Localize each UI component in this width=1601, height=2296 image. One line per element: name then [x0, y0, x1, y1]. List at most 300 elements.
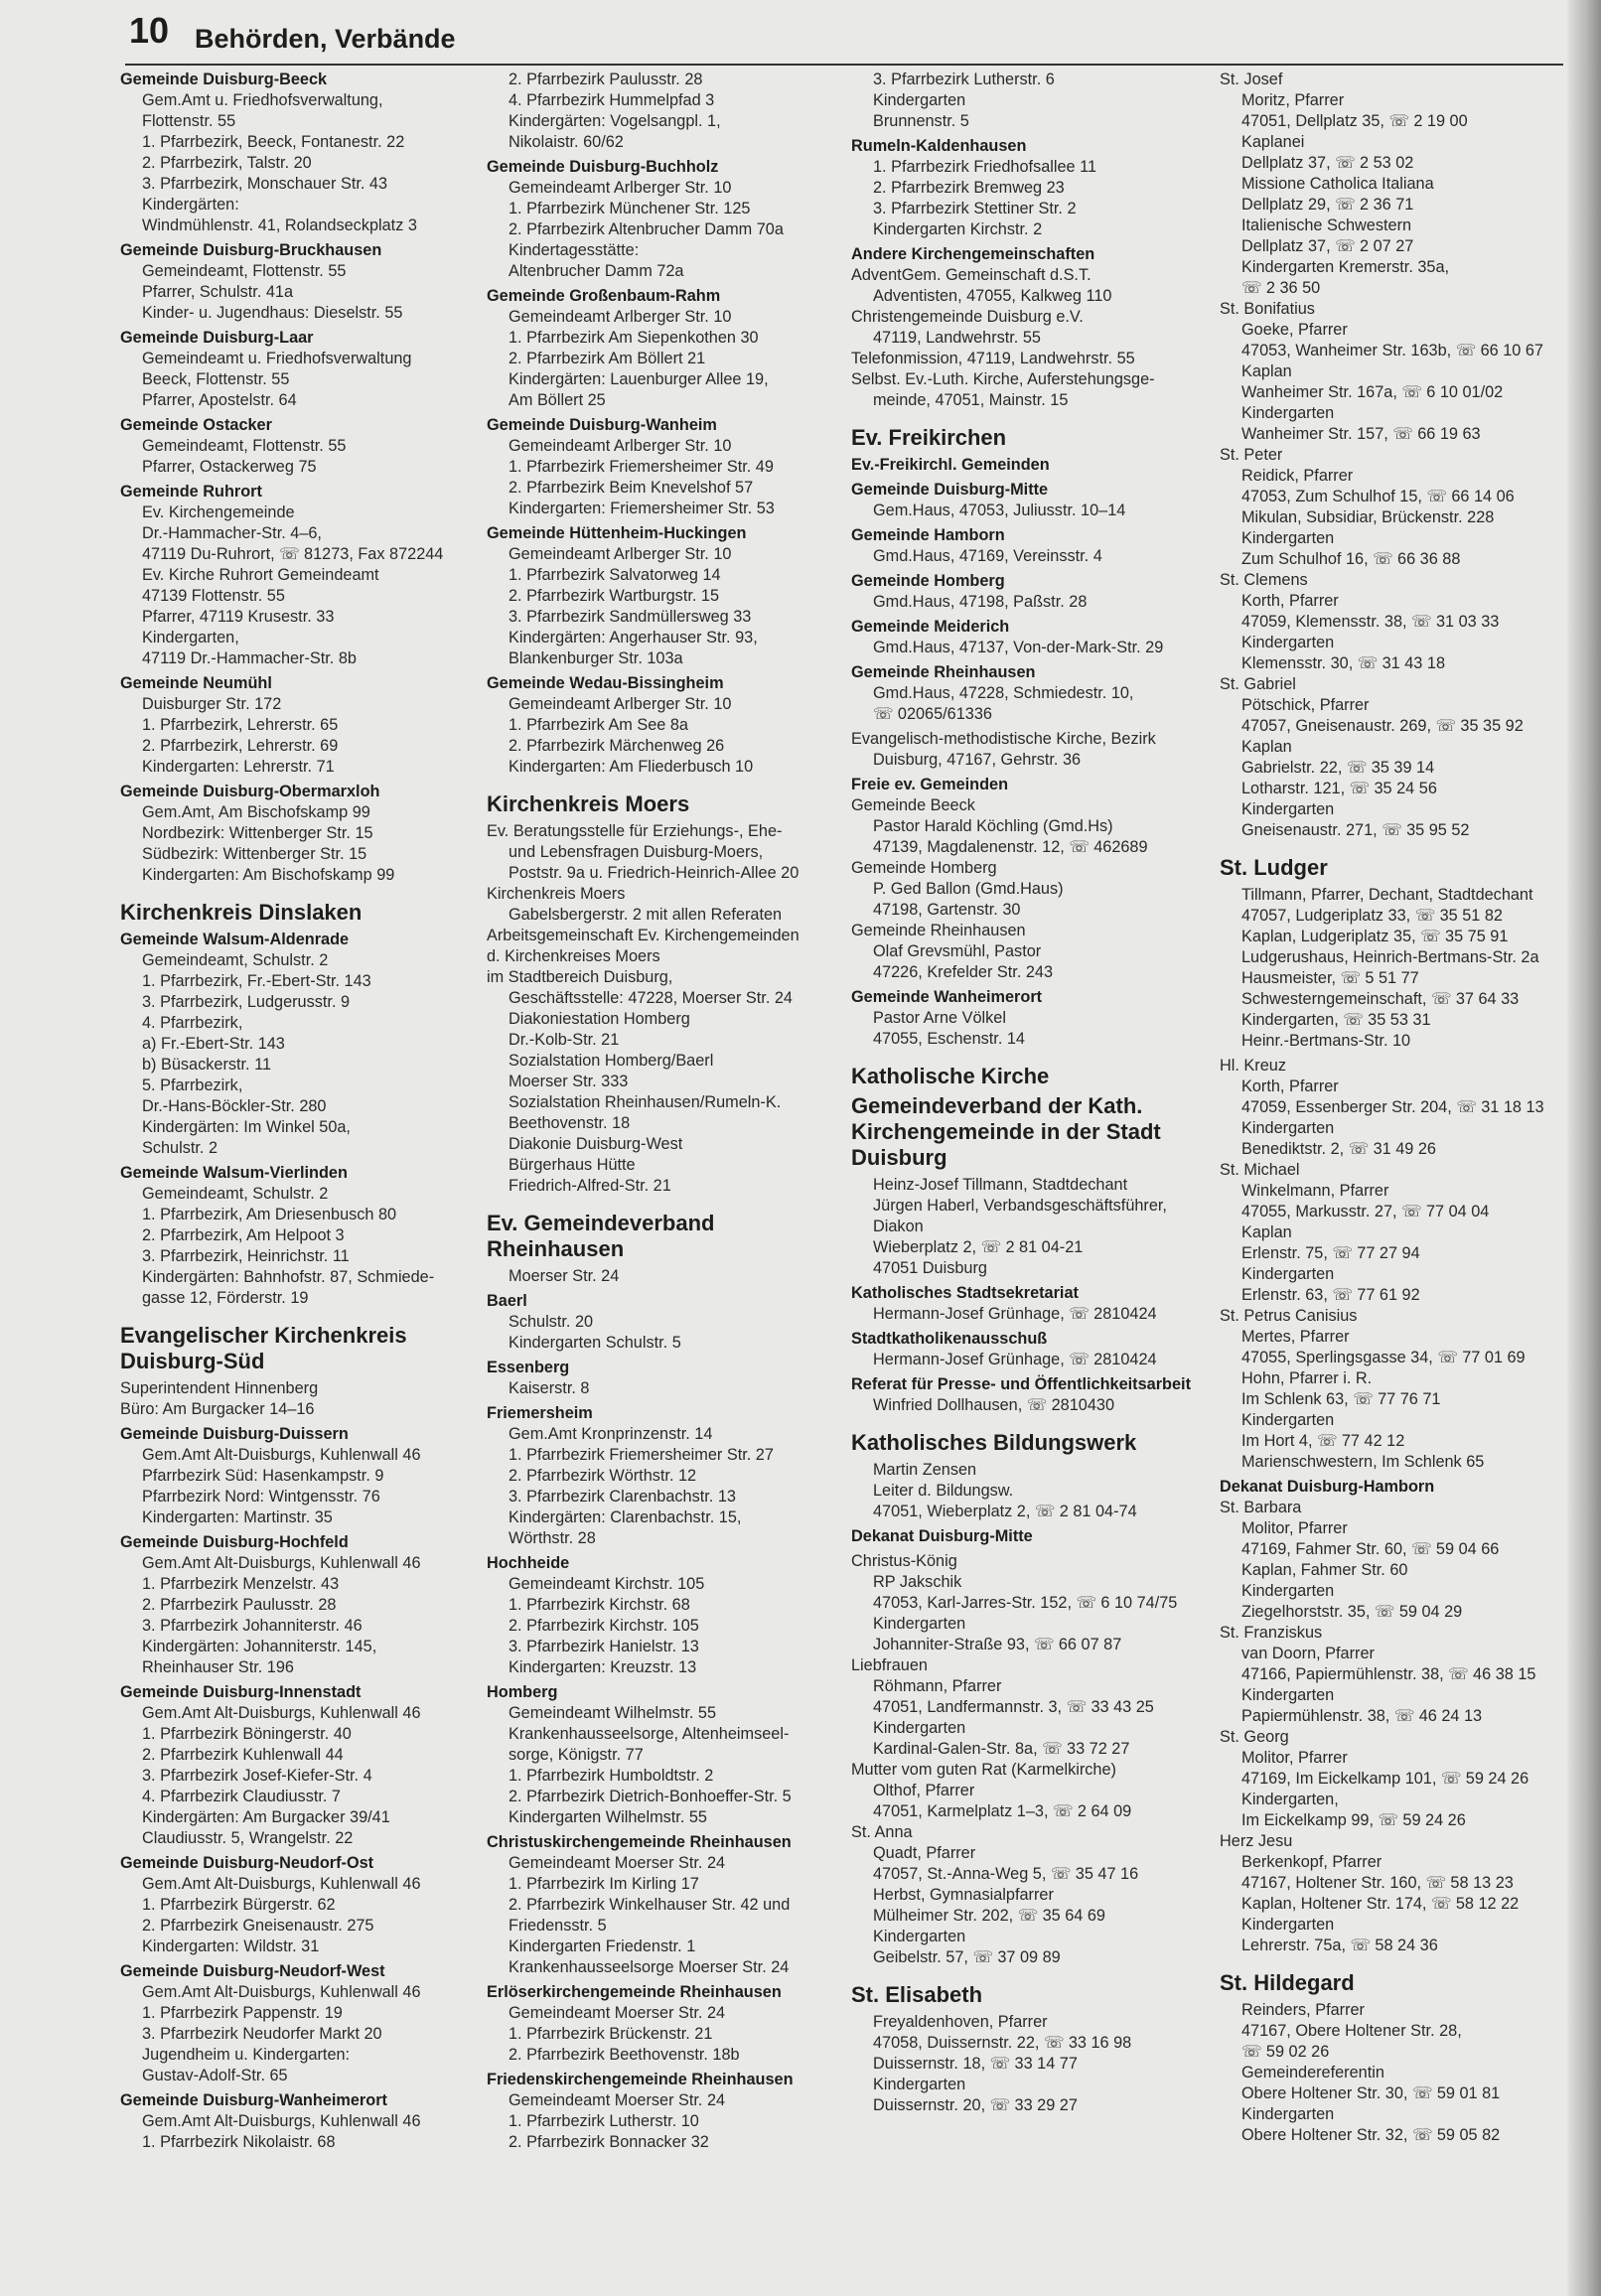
- entry-line: Nordbezirk: Wittenberger Str. 15: [142, 824, 373, 842]
- entry-line: Kindergarten Kremerstr. 35a,: [1241, 258, 1450, 276]
- entry-line: Kindergarten, ☏ 35 53 31: [1241, 1011, 1431, 1029]
- entry-line: 47198, Gartenstr. 30: [873, 901, 1021, 919]
- directory-entry: [120, 1532, 473, 1678]
- entry-line: 47051, Karmelplatz 1–3, ☏ 2 64 09: [873, 1802, 1132, 1820]
- entry-line: Gemeindeamt Arlberger Str. 10: [509, 308, 732, 326]
- directory-entry: [120, 1424, 473, 1528]
- entry-line: Gem.Amt u. Friedhofsverwaltung,: [142, 91, 383, 109]
- entry-heading: Rumeln-Kaldenhausen: [851, 137, 1027, 155]
- entry-heading: Essenberg: [487, 1359, 570, 1376]
- entry-line: 1. Pfarrbezirk Nikolaistr. 68: [142, 2133, 336, 2151]
- entry-line: Büro: Am Burgacker 14–16: [120, 1400, 315, 1418]
- directory-entry: [1220, 70, 1572, 841]
- entry-heading: Dekanat Duisburg-Hamborn: [1220, 1478, 1435, 1496]
- entry-line: P. Ged Ballon (Gmd.Haus): [873, 880, 1064, 898]
- entry-line: Lotharstr. 121, ☏ 35 24 56: [1241, 780, 1437, 797]
- entry-line: 2. Pfarrbezirk Paulusstr. 28: [509, 71, 703, 88]
- section-heading: Ev. Gemeindeverband Rheinhausen: [487, 1211, 715, 1261]
- column-4: [1220, 70, 1572, 2150]
- entry-line: Korth, Pfarrer: [1241, 1077, 1339, 1095]
- directory-entry: [120, 930, 473, 1159]
- entry-line: Rheinhauser Str. 196: [142, 1658, 294, 1676]
- entry-line: 2. Pfarrbezirk Altenbrucher Damm 70a: [509, 220, 784, 238]
- entry-line: Goeke, Pfarrer: [1241, 321, 1348, 339]
- entry-line: 2. Pfarrbezirk Dietrich-Bonhoeffer-Str. 5: [509, 1788, 792, 1805]
- column-1: [120, 70, 473, 2157]
- entry-line: Gemeindeamt Moerser Str. 24: [509, 2091, 726, 2109]
- entry-line: Geschäftsstelle: 47228, Moerser Str. 24: [509, 989, 793, 1007]
- entry-line: Südbezirk: Wittenberger Str. 15: [142, 845, 367, 863]
- entry-line: Kindergarten,: [1241, 1791, 1339, 1808]
- entry-line: Gemeindeamt Wilhelmstr. 55: [509, 1704, 717, 1722]
- entry-line: Dr.-Kolb-Str. 21: [509, 1031, 620, 1049]
- entry-line: Kaiserstr. 8: [509, 1379, 590, 1397]
- entry-line: 1. Pfarrbezirk, Fr.-Ebert-Str. 143: [142, 972, 371, 990]
- entry-line: Am Böllert 25: [509, 391, 606, 409]
- directory-entry: [851, 480, 1204, 521]
- entry-line: Flottenstr. 55: [142, 112, 236, 130]
- directory-entry: [120, 70, 473, 236]
- entry-heading: Gemeinde Homberg: [851, 572, 1005, 590]
- entry-heading: Gemeinde Duisburg-Bruckhausen: [120, 241, 382, 259]
- entry-line: Mertes, Pfarrer: [1241, 1328, 1350, 1346]
- entry-line: Kindergarten: [1241, 2105, 1335, 2123]
- entry-line: Beeck, Flottenstr. 55: [142, 370, 290, 388]
- directory-entry: [487, 1403, 839, 1549]
- entry-line: 1. Pfarrbezirk Salvatorweg 14: [509, 566, 721, 584]
- entry-line: 1. Pfarrbezirk Humboldtstr. 2: [509, 1767, 714, 1785]
- entry-heading: Gemeinde Duisburg-Neudorf-Ost: [120, 1854, 374, 1872]
- entry-line: 1. Pfarrbezirk Pappenstr. 19: [142, 2004, 343, 2022]
- entry-line: Obere Holtener Str. 32, ☏ 59 05 82: [1241, 2126, 1501, 2144]
- entry-line: Geibelstr. 57, ☏ 37 09 89: [873, 1948, 1061, 1966]
- directory-entry: [851, 1175, 1204, 1279]
- entry-heading: Gemeinde Duisburg-Mitte: [851, 481, 1049, 499]
- entry-line: Olaf Grevsmühl, Pastor: [873, 942, 1042, 960]
- entry-line: 47119, Landwehrstr. 55: [873, 329, 1041, 347]
- entry-line: RP Jakschik: [873, 1573, 962, 1591]
- entry-line: Gem.Amt, Am Bischofskamp 99: [142, 803, 370, 821]
- entry-line: Gemeindereferentin: [1241, 2064, 1384, 2081]
- directory-entry: [851, 1460, 1204, 1522]
- entry-line: 47119 Dr.-Hammacher-Str. 8b: [142, 649, 357, 667]
- entry-line: Kindergärten: Vogelsangpl. 1,: [509, 112, 721, 130]
- entry-line: im Stadtbereich Duisburg,: [487, 968, 673, 986]
- entry-heading: Dekanat Duisburg-Mitte: [851, 1527, 1033, 1545]
- entry-line: Gemeindeamt Moerser Str. 24: [509, 1854, 726, 1872]
- entry-line: St. Michael: [1220, 1161, 1300, 1179]
- entry-line: Gemeindeamt Arlberger Str. 10: [509, 545, 732, 563]
- entry-line: Kindergärten: Lauenburger Allee 19,: [509, 370, 769, 388]
- entry-heading: Gemeinde Duisburg-Wanheim: [487, 416, 717, 434]
- entry-line: Marienschwestern, Im Schlenk 65: [1241, 1453, 1485, 1471]
- entry-line: 47055, Sperlingsgasse 34, ☏ 77 01 69: [1241, 1349, 1526, 1366]
- entry-line: Kindergarten: Wildstr. 31: [142, 1937, 320, 1955]
- directory-entry: [487, 673, 839, 778]
- entry-line: Gemeindeamt Arlberger Str. 10: [509, 179, 732, 197]
- section-heading: St. Elisabeth: [851, 1982, 983, 2007]
- entry-line: 1. Pfarrbezirk, Lehrerstr. 65: [142, 716, 339, 734]
- entry-line: Gmd.Haus, 47137, Von-der-Mark-Str. 29: [873, 639, 1164, 656]
- entry-line: Kindergarten: [873, 1719, 966, 1737]
- entry-line: 47051, Dellplatz 35, ☏ 2 19 00: [1241, 112, 1468, 130]
- entry-line: Kindergarten: [1241, 1119, 1335, 1137]
- entry-line: Gemeindeamt Arlberger Str. 10: [509, 437, 732, 455]
- entry-line: Johanniter-Straße 93, ☏ 66 07 87: [873, 1636, 1122, 1653]
- directory-entry: [487, 2070, 839, 2153]
- entry-line: meinde, 47051, Mainstr. 15: [873, 391, 1069, 409]
- entry-heading: Friemersheim: [487, 1404, 593, 1422]
- directory-entry: [487, 1266, 839, 1287]
- entry-line: Duisburger Str. 172: [142, 695, 282, 713]
- entry-line: 2. Pfarrbezirk Am Böllert 21: [509, 350, 706, 367]
- directory-entry: [487, 70, 839, 153]
- entry-line: Pastor Harald Köchling (Gmd.Hs): [873, 817, 1113, 835]
- entry-line: Benediktstr. 2, ☏ 31 49 26: [1241, 1140, 1436, 1158]
- entry-line: Olthof, Pfarrer: [873, 1782, 975, 1799]
- entry-line: 2. Pfarrbezirk Wörthstr. 12: [509, 1467, 697, 1485]
- entry-line: Mutter vom guten Rat (Karmelkirche): [851, 1761, 1116, 1779]
- entry-heading: Gemeinde Duisburg-Buchholz: [487, 158, 719, 176]
- entry-line: 47053, Karl-Jarres-Str. 152, ☏ 6 10 74/75: [873, 1594, 1178, 1612]
- entry-line: Gneisenaustr. 271, ☏ 35 95 52: [1241, 821, 1470, 839]
- entry-line: 1. Pfarrbezirk, Beeck, Fontanestr. 22: [142, 133, 405, 151]
- entry-line: Tillmann, Pfarrer, Dechant, Stadtdechant: [1241, 886, 1533, 904]
- page-title: Behörden, Verbände: [195, 24, 456, 54]
- entry-line: 47119 Du-Ruhrort, ☏ 81273, Fax 872244: [142, 545, 444, 563]
- directory-entry: [120, 240, 473, 324]
- directory-entry: [851, 525, 1204, 567]
- directory-entry: [851, 70, 1204, 132]
- directory-entry: [487, 1358, 839, 1399]
- directory-entry: [487, 1291, 839, 1354]
- entry-line: 3. Pfarrbezirk Neudorfer Markt 20: [142, 2025, 382, 2043]
- entry-line: Duissernstr. 20, ☏ 33 29 27: [873, 2096, 1078, 2114]
- entry-line: Gem.Amt Alt-Duisburgs, Kuhlenwall 46: [142, 1554, 421, 1572]
- entry-line: Kaplan, Holtener Str. 174, ☏ 58 12 22: [1241, 1895, 1520, 1913]
- entry-line: Gabelsbergerstr. 2 mit allen Referaten: [509, 906, 783, 924]
- directory-entry: [851, 2012, 1204, 2116]
- entry-line: ☏ 2 36 50: [1241, 279, 1321, 297]
- entry-line: Christus-König: [851, 1552, 957, 1570]
- entry-line: b) Büsackerstr. 11: [142, 1056, 272, 1074]
- entry-line: Dr.-Hammacher-Str. 4–6,: [142, 524, 322, 542]
- entry-line: d. Kirchenkreises Moers: [487, 947, 660, 965]
- directory-entry: [487, 821, 839, 1197]
- entry-heading: Homberg: [487, 1683, 558, 1701]
- entry-heading: Gemeinde Hamborn: [851, 526, 1005, 544]
- directory-entry: [120, 782, 473, 886]
- entry-line: Gmd.Haus, 47169, Vereinsstr. 4: [873, 547, 1102, 565]
- entry-line: Jugendheim u. Kindergarten:: [142, 2046, 351, 2064]
- entry-line: Moerser Str. 333: [509, 1073, 629, 1090]
- entry-line: 2. Pfarrbezirk, Lehrerstr. 69: [142, 737, 339, 755]
- entry-line: Klemensstr. 30, ☏ 31 43 18: [1241, 654, 1445, 672]
- entry-line: Wieberplatz 2, ☏ 2 81 04-21: [873, 1238, 1084, 1256]
- entry-line: Pfarrer, Ostackerweg 75: [142, 458, 317, 476]
- entry-line: Schwesterngemeinschaft, ☏ 37 64 33: [1241, 990, 1520, 1008]
- entry-line: Kindergärten: Bahnhofstr. 87, Schmiede-: [142, 1268, 435, 1286]
- entry-line: Kindergarten: Lehrerstr. 71: [142, 758, 335, 776]
- entry-line: Gem.Amt Alt-Duisburgs, Kuhlenwall 46: [142, 1704, 421, 1722]
- entry-line: Kindergarten Schulstr. 5: [509, 1334, 681, 1352]
- entry-line: Hl. Kreuz: [1220, 1057, 1286, 1075]
- entry-line: Pfarrbezirk Süd: Hasenkampstr. 9: [142, 1467, 384, 1485]
- directory-entry: [851, 775, 1204, 983]
- entry-heading: Andere Kirchengemeinschaften: [851, 245, 1095, 263]
- entry-heading: Gemeinde Walsum-Aldenrade: [120, 931, 350, 948]
- directory-entry: [851, 455, 1204, 476]
- entry-line: ☏ 02065/61336: [873, 705, 992, 723]
- directory-entry: [120, 1682, 473, 1849]
- entry-line: 1. Pfarrbezirk Friedhofsallee 11: [873, 158, 1097, 176]
- entry-line: Im Hort 4, ☏ 77 42 12: [1241, 1432, 1405, 1450]
- entry-line: Heinr.-Bertmans-Str. 10: [1241, 1032, 1411, 1050]
- entry-line: Wanheimer Str. 167a, ☏ 6 10 01/02: [1241, 383, 1504, 401]
- entry-line: 2. Pfarrbezirk Kirchstr. 105: [509, 1617, 699, 1635]
- entry-line: 47059, Essenberger Str. 204, ☏ 31 18 13: [1241, 1098, 1544, 1116]
- entry-heading: Freie ev. Gemeinden: [851, 776, 1009, 793]
- entry-line: Christengemeinde Duisburg e.V.: [851, 308, 1084, 326]
- entry-line: 47139 Flottenstr. 55: [142, 587, 285, 605]
- entry-line: Gem.Amt Alt-Duisburgs, Kuhlenwall 46: [142, 2112, 421, 2130]
- entry-line: Missione Catholica Italiana: [1241, 175, 1434, 193]
- entry-line: Kaplanei: [1241, 133, 1305, 151]
- entry-line: 1. Pfarrbezirk Im Kirling 17: [509, 1875, 699, 1893]
- entry-line: 47057, St.-Anna-Weg 5, ☏ 35 47 16: [873, 1865, 1139, 1883]
- entry-line: Claudiusstr. 5, Wrangelstr. 22: [142, 1829, 354, 1847]
- entry-line: Kindergarten: [1241, 404, 1335, 422]
- entry-line: Röhmann, Pfarrer: [873, 1677, 1002, 1695]
- entry-line: Pfarrbezirk Nord: Wintgensstr. 76: [142, 1488, 380, 1506]
- entry-line: 1. Pfarrbezirk Bürgerstr. 62: [142, 1896, 336, 1914]
- entry-line: 3. Pfarrbezirk Clarenbachstr. 13: [509, 1488, 736, 1506]
- entry-line: 5. Pfarrbezirk,: [142, 1076, 243, 1094]
- entry-line: 2. Pfarrbezirk Märchenweg 26: [509, 737, 725, 755]
- page-number: 10: [129, 10, 170, 51]
- entry-line: 47057, Ludgeriplatz 33, ☏ 35 51 82: [1241, 907, 1503, 925]
- entry-line: Kindergarten Friedenstr. 1: [509, 1937, 696, 1955]
- entry-line: ☏ 59 02 26: [1241, 2043, 1330, 2061]
- entry-line: a) Fr.-Ebert-Str. 143: [142, 1035, 285, 1053]
- entry-line: Leiter d. Bildungsw.: [873, 1482, 1014, 1500]
- entry-line: 2. Pfarrbezirk Kuhlenwall 44: [142, 1746, 344, 1764]
- entry-line: AdventGem. Gemeinschaft d.S.T.: [851, 266, 1092, 284]
- entry-line: Quadt, Pfarrer: [873, 1844, 976, 1862]
- entry-heading: Erlöserkirchengemeinde Rheinhausen: [487, 1983, 782, 2001]
- entry-line: 47051, Landfermannstr. 3, ☏ 33 43 25: [873, 1698, 1154, 1716]
- entry-line: 1. Pfarrbezirk Am See 8a: [509, 716, 688, 734]
- entry-line: Gem.Amt Alt-Duisburgs, Kuhlenwall 46: [142, 1983, 421, 2001]
- entry-line: Selbst. Ev.-Luth. Kirche, Auferstehungsge-: [851, 370, 1155, 388]
- entry-line: Schulstr. 2: [142, 1139, 218, 1157]
- entry-line: St. Peter: [1220, 446, 1283, 464]
- column-2: [487, 70, 839, 2157]
- entry-heading: Gemeinde Duisburg-Duissern: [120, 1425, 349, 1443]
- entry-line: 2. Pfarrbezirk Beethovenstr. 18b: [509, 2046, 740, 2064]
- directory-entry: [851, 662, 1204, 725]
- entry-line: Kindergarten: [1241, 1916, 1335, 1934]
- entry-line: Reinders, Pfarrer: [1241, 2001, 1365, 2019]
- entry-line: Altenbrucher Damm 72a: [509, 262, 684, 280]
- entry-heading: Gemeinde Duisburg-Beeck: [120, 71, 328, 88]
- directory-entry: [1220, 2000, 1572, 2146]
- entry-line: Gemeindeamt Kirchstr. 105: [509, 1575, 705, 1593]
- directory-entry: [487, 415, 839, 519]
- entry-line: 2. Pfarrbezirk Bonnacker 32: [509, 2133, 709, 2151]
- entry-line: 47226, Krefelder Str. 243: [873, 963, 1054, 981]
- entry-line: Kindergarten Kirchstr. 2: [873, 220, 1043, 238]
- section-heading: Gemeindeverband der Kath. Kirchengemeinde in der Stadt Duisburg: [851, 1093, 1161, 1170]
- entry-line: 47139, Magdalenenstr. 12, ☏ 462689: [873, 838, 1148, 856]
- entry-line: Gemeindeamt, Flottenstr. 55: [142, 437, 347, 455]
- entry-line: Kindergarten Wilhelmstr. 55: [509, 1808, 707, 1826]
- entry-line: Kaplan: [1241, 1223, 1292, 1241]
- entry-line: 2. Pfarrbezirk Winkelhauser Str. 42 und: [509, 1896, 791, 1914]
- entry-line: 1. Pfarrbezirk Friemersheimer Str. 27: [509, 1446, 774, 1464]
- entry-line: 47053, Zum Schulhof 15, ☏ 66 14 06: [1241, 488, 1515, 505]
- entry-line: Kaplan: [1241, 362, 1292, 380]
- entry-line: Telefonmission, 47119, Landwehrstr. 55: [851, 350, 1135, 367]
- entry-line: Kindergarten: [1241, 634, 1335, 651]
- entry-line: Diakoniestation Homberg: [509, 1010, 690, 1028]
- entry-line: Zum Schulhof 16, ☏ 66 36 88: [1241, 550, 1461, 568]
- entry-heading: Gemeinde Duisburg-Hochfeld: [120, 1533, 349, 1551]
- directory-entry: [851, 729, 1204, 771]
- entry-heading: Gemeinde Rheinhausen: [851, 663, 1036, 681]
- entry-heading: Katholisches Stadtsekretariat: [851, 1284, 1079, 1302]
- entry-line: 47053, Wanheimer Str. 163b, ☏ 66 10 67: [1241, 342, 1543, 359]
- entry-heading: Ev.-Freikirchl. Gemeinden: [851, 456, 1050, 474]
- entry-line: Pastor Arne Völkel: [873, 1009, 1006, 1027]
- directory-entry: [120, 1853, 473, 1957]
- section-heading: Ev. Freikirchen: [851, 425, 1007, 450]
- entry-line: 47059, Klemensstr. 38, ☏ 31 03 33: [1241, 613, 1500, 631]
- entry-line: Pötschick, Pfarrer: [1241, 696, 1370, 714]
- directory-entry: [120, 328, 473, 411]
- entry-line: Ludgerushaus, Heinrich-Bertmans-Str. 2a: [1241, 948, 1539, 966]
- entry-line: Blankenburger Str. 103a: [509, 649, 683, 667]
- entry-line: St. Gabriel: [1220, 675, 1296, 693]
- entry-line: 47055, Eschenstr. 14: [873, 1030, 1025, 1048]
- entry-heading: Christuskirchengemeinde Rheinhausen: [487, 1833, 792, 1851]
- entry-heading: Gemeinde Hüttenheim-Huckingen: [487, 524, 747, 542]
- directory-entry: [851, 571, 1204, 613]
- directory-entry: [851, 1526, 1204, 1547]
- entry-line: 4. Pfarrbezirk,: [142, 1014, 243, 1032]
- entry-line: Krankenhausseelsorge Moerser Str. 24: [509, 1958, 790, 1976]
- entry-line: Gem.Amt Kronprinzenstr. 14: [509, 1425, 713, 1443]
- entry-line: 2. Pfarrbezirk, Talstr. 20: [142, 154, 312, 172]
- entry-line: St. Bonifatius: [1220, 300, 1315, 318]
- entry-line: 3. Pfarrbezirk Sandmüllersweg 33: [509, 608, 752, 626]
- entry-line: 47169, Im Eickelkamp 101, ☏ 59 24 26: [1241, 1770, 1529, 1788]
- entry-heading: Baerl: [487, 1292, 527, 1310]
- entry-line: Brunnenstr. 5: [873, 112, 969, 130]
- entry-line: Windmühlenstr. 41, Rolandseckplatz 3: [142, 216, 417, 234]
- entry-line: Diakonie Duisburg-West: [509, 1135, 683, 1153]
- entry-line: Reidick, Pfarrer: [1241, 467, 1354, 485]
- directory-entry: [851, 1551, 1204, 1968]
- entry-line: 3. Pfarrbezirk Hanielstr. 13: [509, 1638, 699, 1655]
- entry-line: Ziegelhorststr. 35, ☏ 59 04 29: [1241, 1603, 1463, 1621]
- entry-line: 47166, Papiermühlenstr. 38, ☏ 46 38 15: [1241, 1665, 1536, 1683]
- directory-entry: [120, 1163, 473, 1309]
- section-heading: Katholisches Bildungswerk: [851, 1430, 1137, 1455]
- entry-line: Herbst, Gymnasialpfarrer: [873, 1886, 1054, 1904]
- entry-line: Sozialstation Rheinhausen/Rumeln-K.: [509, 1093, 782, 1111]
- entry-line: Kirchenkreis Moers: [487, 885, 626, 903]
- entry-heading: Gemeinde Meiderich: [851, 618, 1010, 636]
- entry-line: Ev. Kirchengemeinde: [142, 503, 295, 521]
- entry-line: 4. Pfarrbezirk Hummelpfad 3: [509, 91, 715, 109]
- entry-line: Dellplatz 37, ☏ 2 07 27: [1241, 237, 1414, 255]
- entry-line: Berkenkopf, Pfarrer: [1241, 1853, 1383, 1871]
- entry-line: van Doorn, Pfarrer: [1241, 1645, 1375, 1662]
- entry-line: Im Schlenk 63, ☏ 77 76 71: [1241, 1390, 1441, 1408]
- entry-line: Gemeinde Beeck: [851, 796, 975, 814]
- entry-heading: Hochheide: [487, 1554, 570, 1572]
- entry-line: Kaplan: [1241, 738, 1292, 756]
- entry-line: Lehrerstr. 75a, ☏ 58 24 36: [1241, 1937, 1438, 1954]
- entry-heading: Gemeinde Duisburg-Obermarxloh: [120, 783, 380, 800]
- entry-heading: Gemeinde Duisburg-Wanheimerort: [120, 2091, 387, 2109]
- entry-line: 47051 Duisburg: [873, 1259, 987, 1277]
- page-edge-shadow: [1567, 0, 1601, 2296]
- entry-line: Kindergarten: [873, 1615, 966, 1633]
- entry-line: 1. Pfarrbezirk Münchener Str. 125: [509, 200, 751, 217]
- entry-heading: Gemeinde Wanheimerort: [851, 988, 1043, 1006]
- entry-line: Gemeindeamt Moerser Str. 24: [509, 2004, 726, 2022]
- directory-entry: [1220, 885, 1572, 1052]
- entry-line: Moritz, Pfarrer: [1241, 91, 1345, 109]
- entry-line: Erlenstr. 63, ☏ 77 61 92: [1241, 1286, 1420, 1304]
- entry-line: Kindergarten: [1241, 800, 1335, 818]
- entry-line: Poststr. 9a u. Friedrich-Heinrich-Allee 20: [509, 864, 800, 882]
- entry-line: Kindergarten,: [142, 629, 239, 646]
- entry-line: Evangelisch-methodistische Kirche, Bezirk: [851, 730, 1156, 748]
- entry-line: Friedrich-Alfred-Str. 21: [509, 1177, 671, 1195]
- directory-entry: [120, 1378, 473, 1420]
- entry-line: Kindergärten: Am Burgacker 39/41: [142, 1808, 390, 1826]
- entry-line: Liebfrauen: [851, 1656, 928, 1674]
- directory-entry: [120, 673, 473, 778]
- entry-line: Gabrielstr. 22, ☏ 35 39 14: [1241, 759, 1435, 777]
- entry-line: Dellplatz 37, ☏ 2 53 02: [1241, 154, 1414, 172]
- entry-line: 1. Pfarrbezirk Lutherstr. 10: [509, 2112, 699, 2130]
- section-heading: Evangelischer Kirchenkreis Duisburg-Süd: [120, 1323, 407, 1373]
- entry-line: Gemeindeamt, Schulstr. 2: [142, 1185, 329, 1203]
- section-heading: Kirchenkreis Moers: [487, 791, 690, 816]
- entry-line: 47167, Holtener Str. 160, ☏ 58 13 23: [1241, 1874, 1514, 1892]
- entry-line: 1. Pfarrbezirk Kirchstr. 68: [509, 1596, 690, 1614]
- entry-line: Molitor, Pfarrer: [1241, 1749, 1348, 1767]
- entry-line: 2. Pfarrbezirk Wartburgstr. 15: [509, 587, 720, 605]
- entry-line: Kindergarten: [1241, 1582, 1335, 1600]
- directory-entry: [851, 987, 1204, 1050]
- entry-line: Erlenstr. 75, ☏ 77 27 94: [1241, 1244, 1420, 1262]
- entry-line: Obere Holtener Str. 30, ☏ 59 01 81: [1241, 2084, 1501, 2102]
- directory-entry: [851, 1329, 1204, 1370]
- entry-line: Mülheimer Str. 202, ☏ 35 64 69: [873, 1907, 1105, 1925]
- entry-line: Kindergarten: [873, 2076, 966, 2093]
- entry-line: Wörthstr. 28: [509, 1529, 596, 1547]
- entry-line: 3. Pfarrbezirk, Monschauer Str. 43: [142, 175, 388, 193]
- entry-line: Kaplan, Fahmer Str. 60: [1241, 1561, 1408, 1579]
- entry-line: 3. Pfarrbezirk Lutherstr. 6: [873, 71, 1055, 88]
- entry-line: und Lebensfragen Duisburg-Moers,: [509, 843, 764, 861]
- entry-line: Hohn, Pfarrer i. R.: [1241, 1369, 1373, 1387]
